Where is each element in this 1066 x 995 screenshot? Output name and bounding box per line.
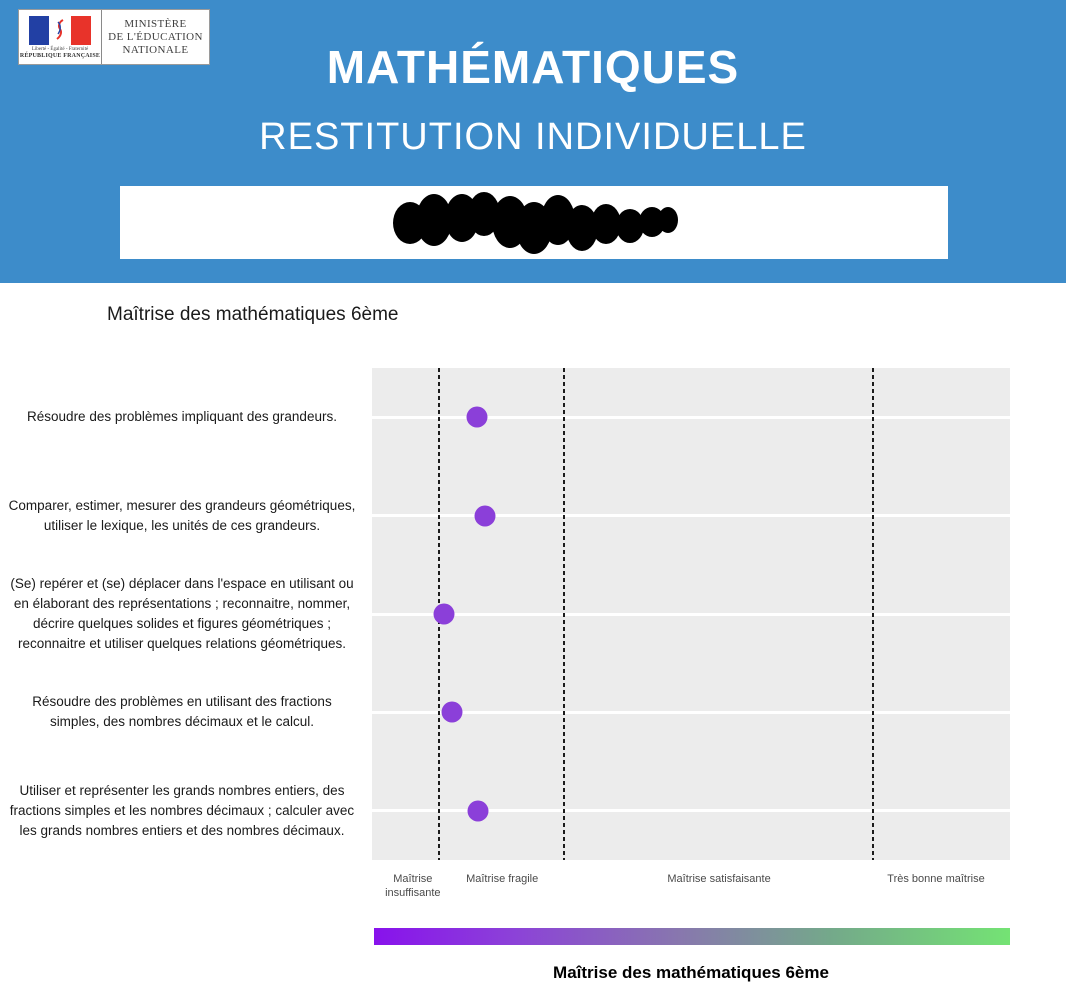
x-axis-tick-label: Maîtrise satisfaisante	[667, 873, 771, 885]
header-banner	[0, 0, 1066, 283]
horizontal-gridline	[372, 613, 1010, 616]
threshold-dashed-line	[563, 368, 565, 860]
mastery-dot	[441, 702, 462, 723]
category-label: (Se) repérer et (se) déplacer dans l'espace en utilisant ou en élaborant des représentations ; reconnaitre, nommer, décrire quelques solides et figures géométriques ; reconnaitre et utiliser quelques relations géométriques.	[10, 576, 354, 652]
category-label-row	[0, 762, 372, 860]
motto-text: Liberté - Égalité - Fraternité	[31, 46, 89, 52]
category-label-row	[0, 368, 372, 466]
x-axis-tick-label: Maîtrise insuffisante	[385, 873, 441, 899]
x-axis-tick-label: Maîtrise fragile	[466, 873, 539, 885]
page-title: MATHÉMATIQUES	[326, 41, 740, 93]
mastery-gradient-colorbar	[374, 928, 1010, 945]
threshold-dashed-line	[872, 368, 874, 860]
mastery-dot	[467, 407, 488, 428]
x-axis	[372, 872, 1010, 912]
chart-panel	[372, 368, 1010, 860]
category-label-row	[0, 663, 372, 761]
category-label: Résoudre des problèmes impliquant des grandeurs.	[27, 409, 337, 425]
chart-footer-title: Maîtrise des mathématiques 6ème	[553, 963, 829, 982]
republic-text: RÉPUBLIQUE FRANÇAISE	[19, 52, 101, 59]
horizontal-gridline	[372, 514, 1010, 517]
category-label-row	[0, 565, 372, 663]
category-label: Utiliser et représenter les grands nombres entiers, des fractions simples et les nombres décimaux ; calculer avec les grands nombres entiers et des nombres décimaux.	[9, 782, 355, 838]
category-label: Comparer, estimer, mesurer des grandeurs géométriques, utiliser le lexique, les unités de ces grandeurs.	[8, 497, 356, 533]
page-subtitle: RESTITUTION INDIVIDUELLE	[259, 116, 807, 158]
horizontal-gridline	[372, 711, 1010, 714]
ministry-name: MINISTÈRE DE L'ÉDUCATION NATIONALE	[108, 17, 203, 56]
category-label-row	[0, 466, 372, 564]
category-label: Résoudre des problèmes en utilisant des fractions simples, des nombres décimaux et le calcul.	[32, 694, 332, 730]
redaction-scribble	[392, 190, 688, 256]
mastery-dot	[474, 505, 495, 526]
mastery-dot	[467, 800, 488, 821]
chart-title: Maîtrise des mathématiques 6ème	[107, 304, 399, 325]
category-labels-column	[0, 368, 372, 860]
student-name-box	[120, 186, 948, 259]
mastery-dot	[434, 604, 455, 625]
x-axis-tick-label: Très bonne maîtrise	[887, 873, 985, 885]
marianne-icon	[52, 18, 68, 42]
